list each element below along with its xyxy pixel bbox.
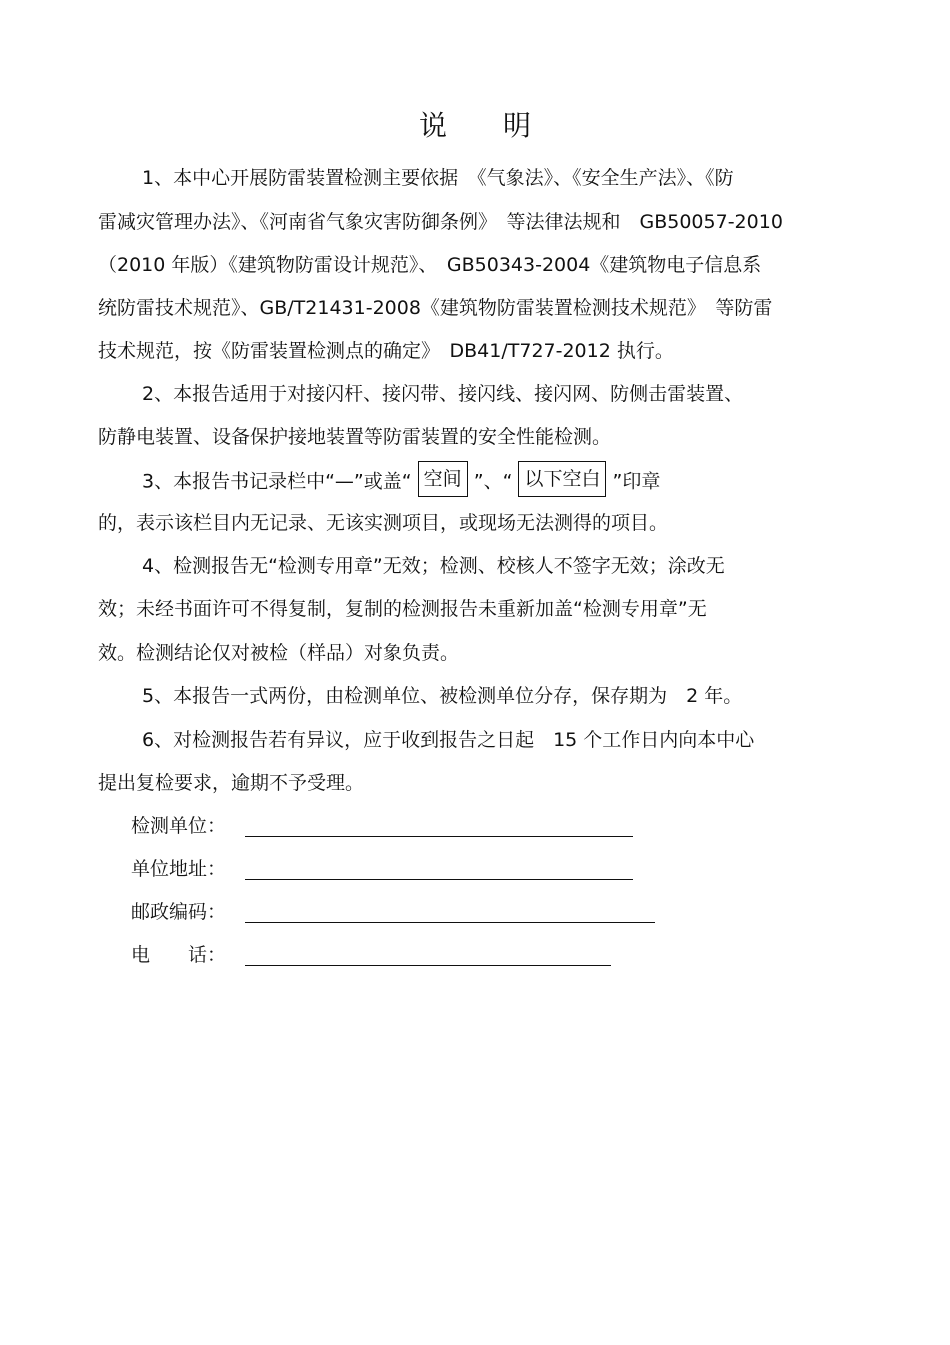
item1-line5: 技术规范，按《防雷装置检测点的确定》 DB41/T727-2012 执行。 xyxy=(98,340,674,362)
item2-line1: 2、本报告适用于对接闪杆、接闪带、接闪线、接闪网、防侧击雷装置、 xyxy=(142,383,744,405)
title-char-1: 说 xyxy=(418,109,447,142)
postcode-field[interactable] xyxy=(245,922,655,923)
phone-field[interactable] xyxy=(245,965,611,966)
address-field[interactable] xyxy=(245,879,633,880)
page-title xyxy=(0,106,950,146)
item3-text-before: 3、本报告书记录栏中“—”或盖“ xyxy=(142,470,412,493)
item2-line2: 防静电装置、设备保护接地装置等防雷装置的安全性能检测。 xyxy=(98,426,612,448)
item4-line1: 4、检测报告无“检测专用章”无效；检测、校核人不签字无效；涂改无 xyxy=(142,555,725,577)
item1-line4: 统防雷技术规范》、GB/T21431-2008《建筑物防雷装置检测技术规范》 等防雷 xyxy=(98,297,773,319)
stamp-kongjian: 空间 xyxy=(418,461,468,497)
item3-text-after: ”印章 xyxy=(612,470,661,493)
item5-line: 5、本报告一式两份，由检测单位、被检测单位分存，保存期为 2 年。 xyxy=(142,685,743,707)
item4-line2: 效；未经书面许可不得复制，复制的检测报告未重新加盖“检测专用章”无 xyxy=(98,598,707,620)
item1-line1: 1、本中心开展防雷装置检测主要依据 《气象法》、《安全生产法》、《防 xyxy=(142,167,734,189)
item3-text-mid: ”、“ xyxy=(473,470,513,493)
address-label: 单位地址： xyxy=(131,858,227,880)
item6-line2: 提出复检要求，逾期不予受理。 xyxy=(98,772,365,794)
postcode-label: 邮政编码： xyxy=(131,901,227,923)
item1-line3: （2010 年版）《建筑物防雷设计规范》、 GB50343-2004《建筑物电子信息系 xyxy=(98,254,762,276)
stamp-yixiakongbai: 以下空白 xyxy=(518,461,606,497)
title-char-2: 明 xyxy=(503,109,532,142)
item1-line2: 雷减灾管理办法》、《河南省气象灾害防御条例》 等法律法规和 GB50057-2010 xyxy=(98,211,783,233)
unit-field[interactable] xyxy=(245,836,633,837)
phone-label: 电 话： xyxy=(131,944,227,966)
item4-line3: 效。检测结论仅对被检（样品）对象负责。 xyxy=(98,642,460,664)
item3-line1 xyxy=(142,467,660,497)
item6-line1: 6、对检测报告若有异议，应于收到报告之日起 15 个工作日内向本中心 xyxy=(142,729,755,751)
item3-line2: 的，表示该栏目内无记录、无该实测项目，或现场无法测得的项目。 xyxy=(98,512,669,534)
unit-label: 检测单位： xyxy=(131,815,227,837)
